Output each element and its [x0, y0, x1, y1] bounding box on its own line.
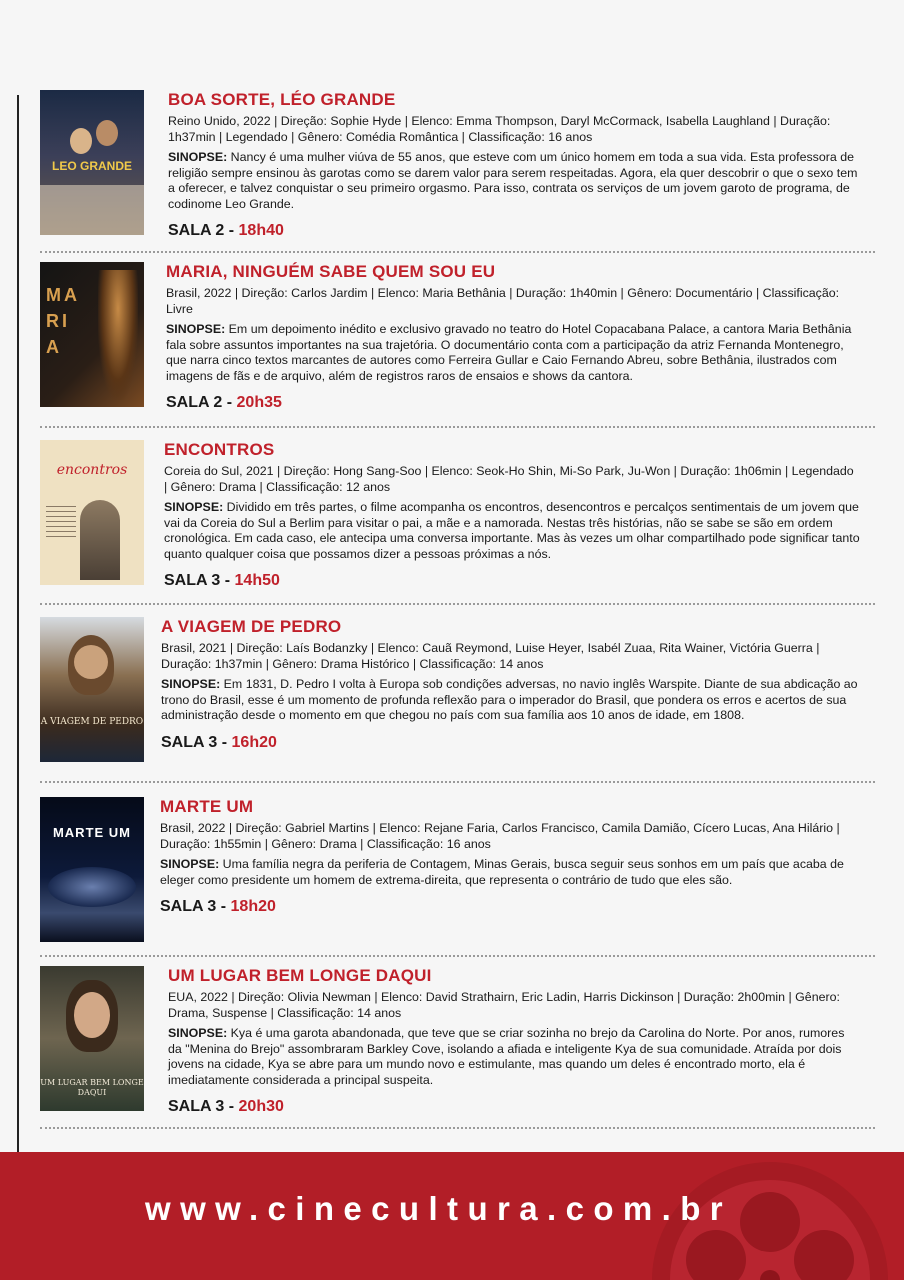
session-room: SALA 3 -	[164, 572, 235, 589]
poster-title: MARTE UM	[52, 825, 132, 840]
movie-title: MARIA, NINGUÉM SABE QUEM SOU EU	[166, 262, 496, 281]
movie-title: A VIAGEM DE PEDRO	[161, 617, 342, 636]
movie-poster	[40, 440, 144, 585]
session-room: SALA 3 -	[168, 1098, 239, 1115]
movie-info	[168, 966, 860, 1116]
movie-synopsis	[168, 1026, 860, 1088]
separator	[40, 426, 875, 428]
movie-info	[168, 90, 860, 240]
session-time	[166, 394, 860, 412]
session-room: SALA 3 -	[160, 898, 231, 915]
session-hour: 14h50	[234, 572, 280, 589]
separator	[40, 603, 875, 605]
session-room: SALA 2 -	[168, 222, 239, 239]
movie-synopsis	[160, 857, 860, 888]
poster-title: LEO GRANDE	[51, 159, 132, 173]
movie-entry	[40, 617, 860, 777]
synopsis-label: SINOPSE:	[168, 150, 228, 164]
poster-title: A VIAGEM DE PEDRO	[40, 717, 144, 727]
movie-synopsis	[161, 677, 860, 724]
session-hour: 18h20	[230, 898, 276, 915]
synopsis-label: SINOPSE:	[168, 1026, 228, 1040]
movie-poster	[40, 617, 144, 762]
synopsis-label: SINOPSE:	[164, 500, 224, 514]
movie-entry	[40, 262, 860, 422]
session-room: SALA 3 -	[161, 733, 232, 751]
movie-info	[164, 440, 860, 590]
movie-poster	[40, 90, 144, 235]
session-time	[161, 734, 860, 752]
movie-meta: Coreia do Sul, 2021 | Direção: Hong Sang-Soo | Elenco: Seok-Ho Shin, Mi-So Park, Ju-Won | Duração: 1h06min | Legendado | Gênero: Drama | Classificação: 12 anos	[164, 464, 854, 494]
movie-title: BOA SORTE, LÉO GRANDE	[168, 90, 396, 109]
poster-title: MA RI A	[46, 285, 80, 357]
movie-entry	[40, 966, 860, 1126]
synopsis-text: Kya é uma garota abandonada, que teve que se criar sozinha no brejo da Carolina do Norte. Por anos, rumores da "Menina do Brejo" assombraram Barkley Cove, isolando a afiada e inteligente Kya de sua comunidade. Atraída por dois jovens na cidade, Kya se abre para um mundo novo e estimulante, mas quando um deles é encontrado morto, ela é imediatamente considerada a principal suspeita.	[168, 1026, 845, 1087]
movie-info	[160, 797, 860, 916]
session-hour: 20h35	[236, 394, 282, 411]
movie-poster	[40, 797, 144, 942]
session-time	[168, 1098, 860, 1116]
movie-title: MARTE UM	[160, 797, 254, 816]
movie-synopsis	[168, 150, 860, 212]
session-room: SALA 2 -	[166, 394, 237, 411]
movie-meta: EUA, 2022 | Direção: Olivia Newman | Elenco: David Strathairn, Eric Ladin, Harris Dickinson | Duração: 2h00min | Gênero: Drama, Suspense | Classificação: 14 anos	[168, 990, 840, 1020]
movie-meta: Reino Unido, 2022 | Direção: Sophie Hyde | Elenco: Emma Thompson, Daryl McCormack, Isabella Laughland | Duração: 1h37min | Legendado | Gênero: Comédia Romântica | Classificação: 16 anos	[168, 114, 831, 144]
synopsis-text: Em um depoimento inédito e exclusivo gravado no teatro do Hotel Copacabana Palace, a cantora Maria Bethânia fala sobre assuntos importantes na sua trajetória. O documentário conta com a participação da atriz Fernanda Montenegro, que narra cinco textos marcantes de autores como Ferreira Gullar e Caio Fernando Abreu, sobre Bethânia, ilustrados com imagens de fãs e de arquivo, além de registros raros de ensaios e shows da cantora.	[166, 322, 852, 383]
footer	[0, 1152, 904, 1280]
movie-title: UM LUGAR BEM LONGE DAQUI	[168, 966, 432, 985]
movie-poster	[40, 262, 144, 407]
movie-synopsis	[166, 322, 860, 384]
movie-meta: Brasil, 2022 | Direção: Gabriel Martins | Elenco: Rejane Faria, Carlos Francisco, Camila Damião, Cícero Lucas, Ana Hilário | Duração: 1h55min | Gênero: Drama | Classificação: 16 anos	[160, 821, 840, 851]
movie-entry	[40, 440, 860, 600]
synopsis-text: Dividido em três partes, o filme acompanha os encontros, desencontros e percalços sentimentais de um jovem que vai da Coreia do Sul a Berlim para visitar o pai, a mãe e a namorada. Nestas três histórias, não se sabe se são em ordem cronológica. Em cada caso, ele antecipa uma conversa importante. Mas às vezes um olhar compartilhado pode significar tanto quanto qualquer coisa que possamos dizer a pessoas próximas a nós.	[164, 500, 860, 561]
synopsis-text: Em 1831, D. Pedro I volta à Europa sob condições adversas, no navio inglês Warspite. Diante de sua abdicação ao trono do Brasil, esse é um momento de profunda reflexão para o imperador do Brasil, que pondera os erros e acertos de sua administração desde o momento em que chegou no país com sua família aos 10 anos de idade, em 1808.	[161, 677, 858, 722]
synopsis-text: Nancy é uma mulher viúva de 55 anos, que esteve com um único homem em toda a sua vida. Esta professora de religião sempre ensinou às garotas como se darem valor para serem respeitadas. Agora, ela quer descobrir o que o sexo tem a oferecer, e talvez conquistar o seu primeiro orgasmo. Para isso, contrata os serviços de um jovem garoto de programa, de codinome Leo Grande.	[168, 150, 858, 211]
poster-title: encontros	[56, 462, 128, 478]
session-time	[168, 222, 860, 240]
movie-info	[166, 262, 860, 412]
synopsis-label: SINOPSE:	[160, 857, 220, 871]
synopsis-text: Uma família negra da periferia de Contagem, Minas Gerais, busca seguir seus sonhos em um país que acaba de eleger como presidente um homem de extrema-direita, que representa o contrário de tudo que eles são.	[160, 857, 844, 887]
session-time	[164, 572, 860, 590]
poster-title: UM LUGAR BEM LONGE DAQUI	[40, 1078, 144, 1097]
movie-synopsis	[164, 500, 860, 562]
movie-info	[161, 617, 860, 752]
session-hour: 16h20	[231, 733, 277, 751]
synopsis-label: SINOPSE:	[161, 677, 221, 691]
movie-title: ENCONTROS	[164, 440, 275, 459]
session-hour: 20h30	[238, 1098, 284, 1115]
separator	[40, 251, 875, 253]
movie-poster	[40, 966, 144, 1111]
separator	[40, 1127, 875, 1129]
movie-entry	[40, 90, 860, 250]
separator	[40, 955, 875, 957]
synopsis-label: SINOPSE:	[166, 322, 226, 336]
movie-meta: Brasil, 2022 | Direção: Carlos Jardim | Elenco: Maria Bethânia | Duração: 1h40min | Gênero: Documentário | Classificação: Livre	[166, 286, 840, 316]
website-url[interactable]: www.cinecultura.com.br	[145, 1190, 732, 1227]
movie-meta: Brasil, 2021 | Direção: Laís Bodanzky | Elenco: Cauã Reymond, Luise Heyer, Isabél Zuaa, Rita Wainer, Victória Guerra | Duração: 1h37min | Gênero: Drama Histórico | Classificação: 14 anos	[161, 641, 820, 671]
session-hour: 18h40	[238, 222, 284, 239]
left-rule	[17, 95, 19, 1153]
session-time	[160, 898, 860, 916]
movie-entry	[40, 797, 860, 957]
separator	[40, 781, 875, 783]
